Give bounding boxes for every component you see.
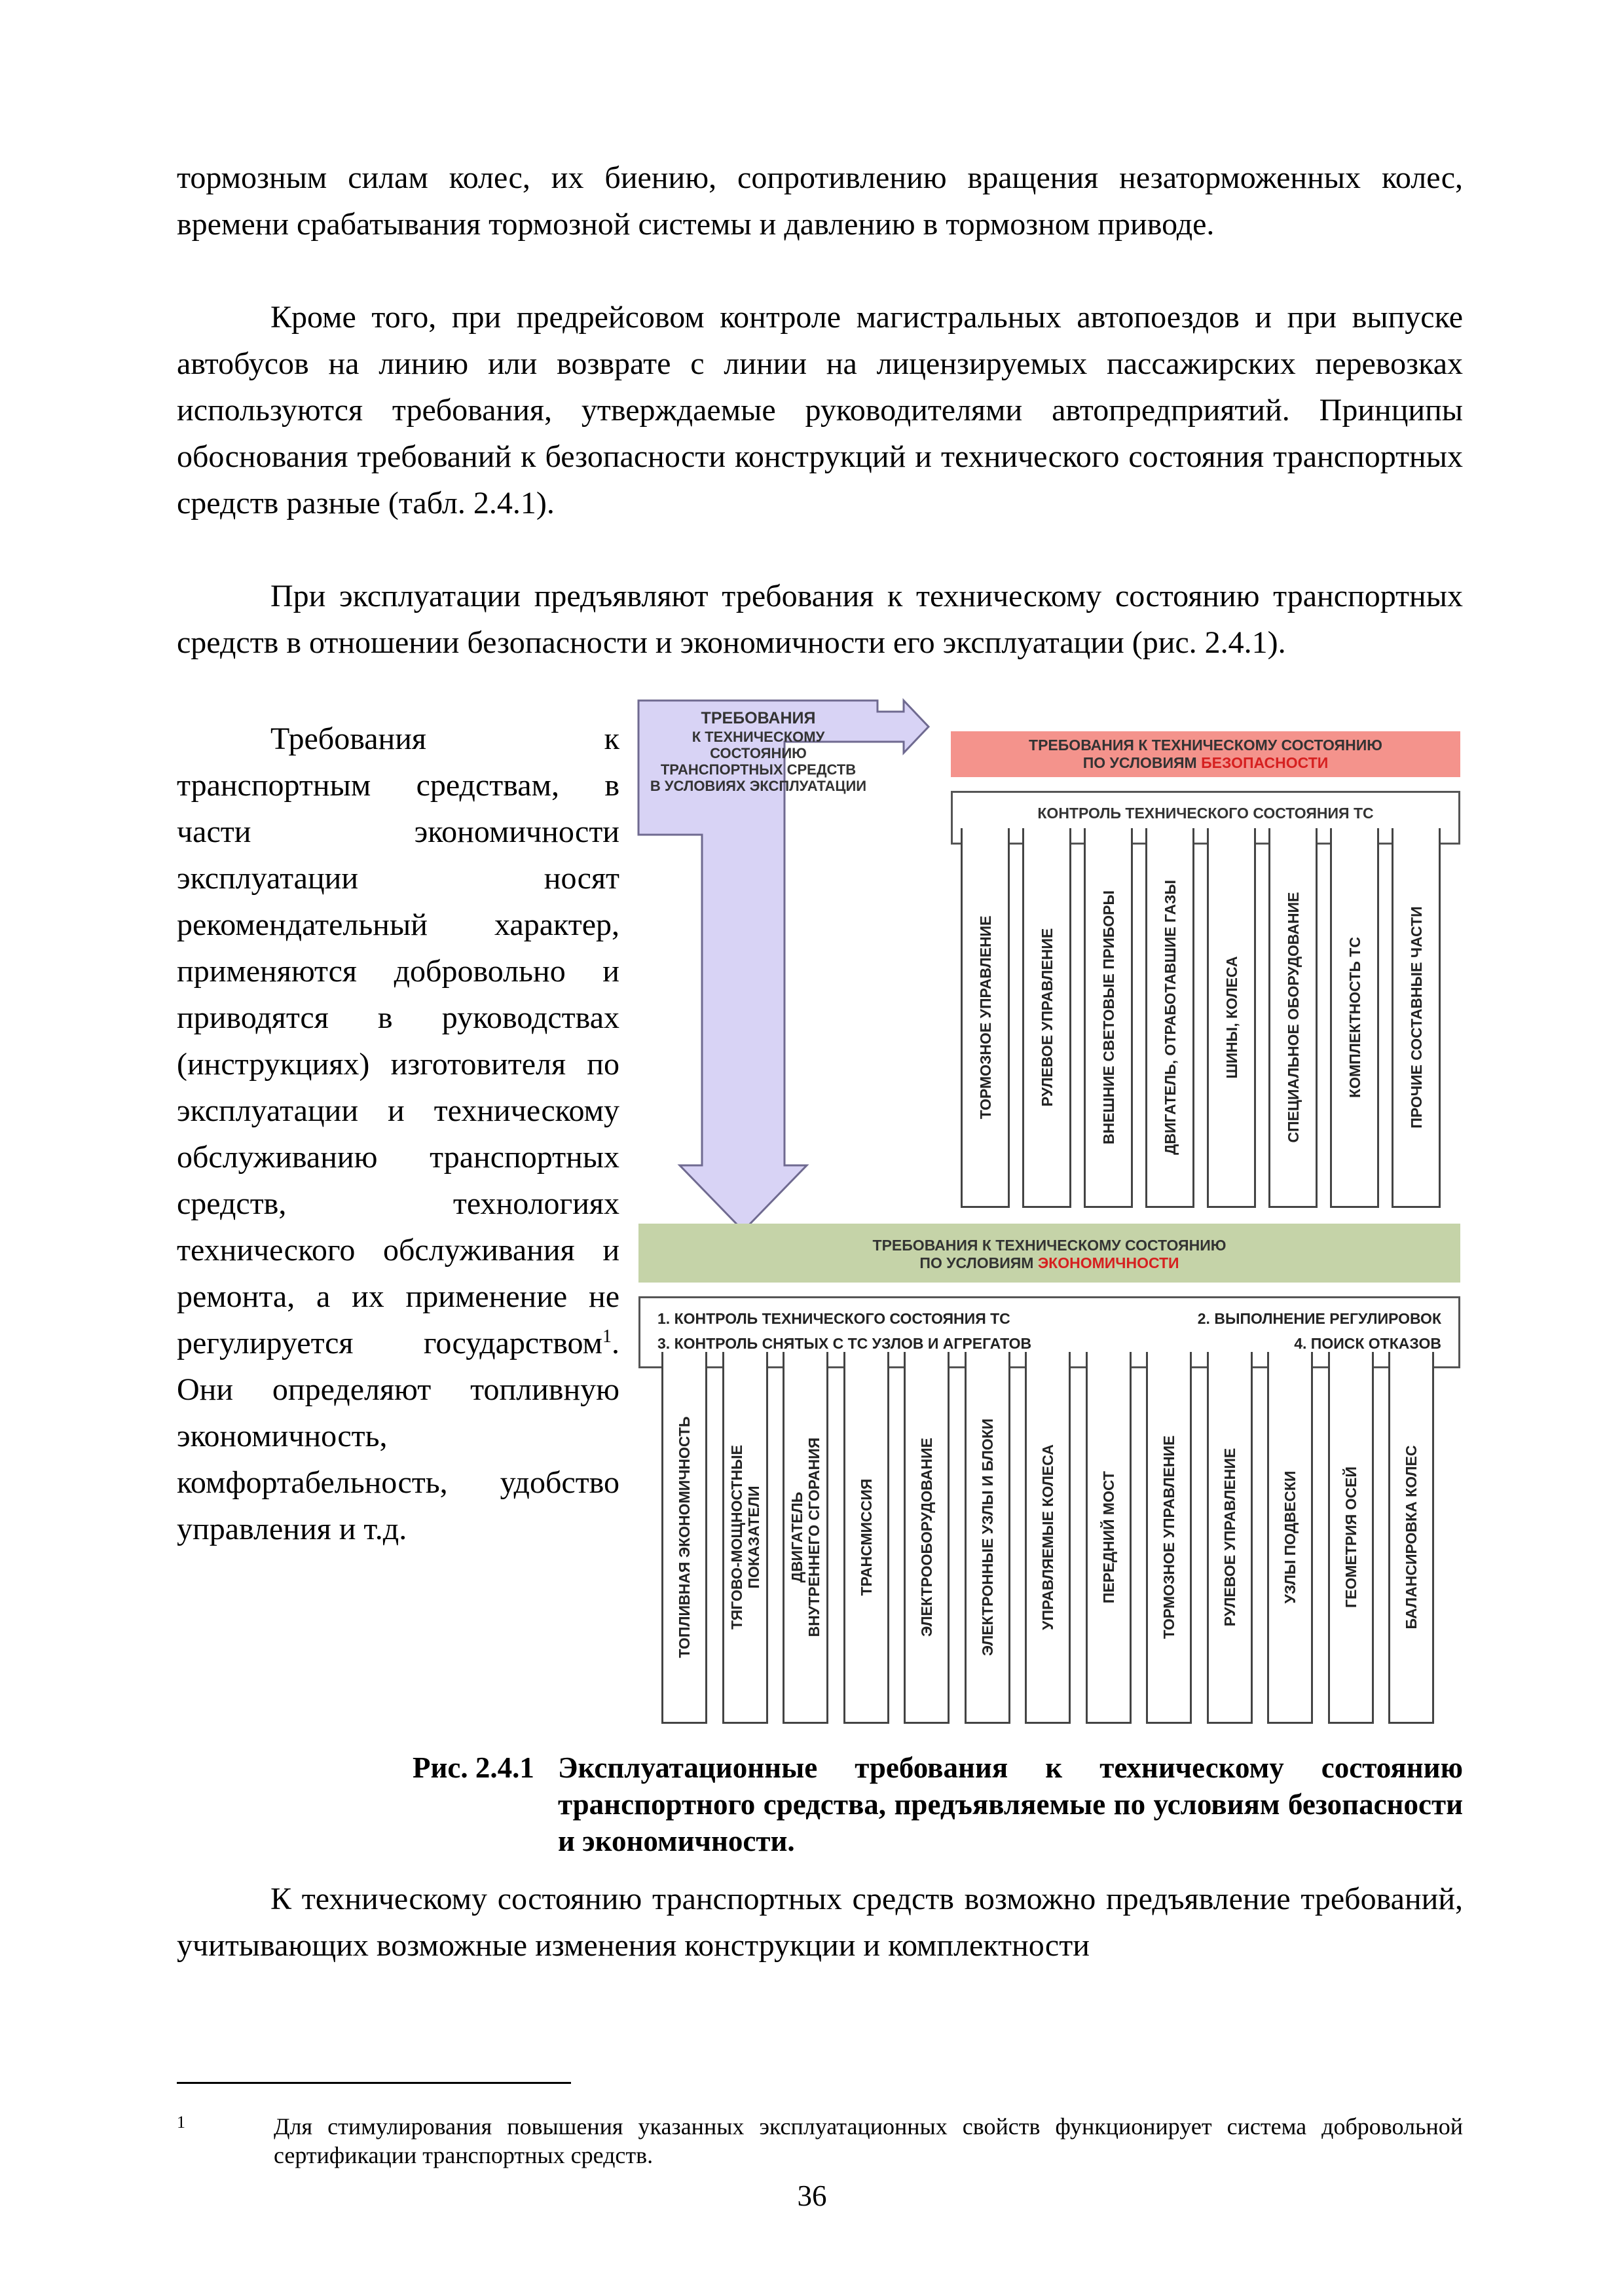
economy-item-label bbox=[1039, 1444, 1056, 1630]
paragraph-2: Кроме того, при предрейсовом контроле магистральных автопоездов и при выпуске автобусов на линию или возврате с линии на лицензируемых пассажирских перевозках используются требования, утверждаемые руководителями автопредприятий. Принципы обоснования требований к безопасности конструкций и технического состояния транспортных средств разные (табл. 2.4.1). bbox=[177, 300, 1463, 520]
safety-banner-prefix: ПО УСЛОВИЯМ bbox=[1082, 754, 1202, 771]
safety-item-label: РУЛЕВОЕ УПРАВЛЕНИЕ bbox=[1038, 928, 1056, 1106]
economy-item bbox=[1207, 1352, 1253, 1724]
economy-item-label bbox=[918, 1438, 935, 1637]
requirements-diagram bbox=[635, 697, 1462, 1732]
economy-item-line: ТЯГОВО-МОЩНОСТНЫЕ bbox=[728, 1444, 745, 1630]
economy-item bbox=[783, 1352, 828, 1724]
arrow-label-line: СОСТОЯНИЮ bbox=[710, 745, 807, 761]
safety-item bbox=[1392, 828, 1441, 1208]
economy-item bbox=[1388, 1352, 1434, 1724]
paragraph-3: При эксплуатации предъявляют требования к техническому состоянию транспортных средств в отношении безопасности и экономичности его эксплуатации (рис. 2.4.1). bbox=[177, 579, 1463, 660]
arrow-label-line: В УСЛОВИЯХ ЭКСПЛУАТАЦИИ bbox=[650, 778, 867, 794]
economy-item-line: ЭЛЕКТРООБОРУДОВАНИЕ bbox=[918, 1437, 935, 1637]
safety-item-label: ШИНЫ, КОЛЕСА bbox=[1223, 955, 1240, 1079]
economy-control-4: 4. ПОИСК ОТКАЗОВ bbox=[1294, 1335, 1441, 1352]
economy-item bbox=[1146, 1352, 1192, 1724]
safety-item-label: ПРОЧИЕ СОСТАВНЫЕ ЧАСТИ bbox=[1407, 905, 1425, 1129]
economy-item bbox=[722, 1352, 768, 1724]
footnote-text: Для стимулирования повышения указанных эксплуатационных свойств функционирует система добровольной сертификации транспортных средств. bbox=[274, 2113, 1463, 2168]
economy-item bbox=[1328, 1352, 1374, 1724]
paragraph-4-text-a: Требования к транспортным средствам, в части экономичности эксплуатации носят рекомендательный характер, применяются добровольно и приводятся в руководствах (инструкциях) изготовителя по эксплуатации и техническому обслуживанию транспортных средств, технологиях технического обслуживания и ремонта, а их применение не регулируется государством bbox=[177, 721, 619, 1360]
arrow-label bbox=[640, 710, 876, 794]
safety-item bbox=[1207, 828, 1256, 1208]
economy-item-label bbox=[1160, 1435, 1177, 1639]
economy-item-label bbox=[1100, 1470, 1117, 1603]
economy-item-line: УЗЛЫ ПОДВЕСКИ bbox=[1282, 1470, 1299, 1603]
arrow-label-line: ТРАНСПОРТНЫХ СРЕДСТВ bbox=[660, 761, 857, 778]
economy-item-line: ВНУТРЕННЕГО СГОРАНИЯ bbox=[805, 1437, 822, 1637]
caption-text: Эксплуатационные требования к техническому состоянию транспортного средства, предъявляемые по условиям безопасности и экономичности. bbox=[558, 1751, 1463, 1857]
economy-item-line: ТОРМОЗНОЕ УПРАВЛЕНИЕ bbox=[1160, 1435, 1177, 1639]
economy-item-label bbox=[676, 1416, 693, 1658]
economy-item bbox=[1025, 1352, 1071, 1724]
economy-item bbox=[904, 1352, 950, 1724]
safety-item bbox=[1022, 828, 1071, 1208]
economy-item-line: ПОКАЗАТЕЛИ bbox=[745, 1485, 762, 1589]
arrow-label-line: ТРЕБОВАНИЯ bbox=[701, 709, 816, 727]
safety-banner-highlight: БЕЗОПАСНОСТИ bbox=[1201, 754, 1329, 771]
paragraph-4-text-b: . Они определяют топливную экономичность, комфортабельность, удобство управления и т.д. bbox=[177, 1326, 619, 1546]
safety-banner-line2 bbox=[951, 754, 1460, 772]
economy-item-label bbox=[1342, 1467, 1359, 1608]
safety-item bbox=[1145, 828, 1194, 1208]
economy-control-3: 3. КОНТРОЛЬ СНЯТЫХ С ТС УЗЛОВ И АГРЕГАТОВ bbox=[657, 1335, 1032, 1352]
footnote-ref[interactable]: 1 bbox=[602, 1326, 612, 1347]
safety-item-label: КОМПЛЕКТНОСТЬ ТС bbox=[1346, 936, 1363, 1098]
safety-item-label: ДВИГАТЕЛЬ, ОТРАБОТАВШИЕ ГАЗЫ bbox=[1161, 879, 1179, 1155]
caption-number: Рис. 2.4.1 bbox=[413, 1751, 534, 1784]
economy-item-line: ДВИГАТЕЛЬ bbox=[788, 1491, 805, 1582]
economy-item-line: УПРАВЛЯЕМЫЕ КОЛЕСА bbox=[1039, 1444, 1056, 1630]
paragraph-4 bbox=[177, 716, 619, 1552]
footnote-separator bbox=[177, 2082, 571, 2084]
paragraph-5: К техническому состоянию транспортных средств возможно предъявление требований, учитывающих возможные изменения конструкции и комплектности bbox=[177, 1882, 1463, 1963]
economy-control-2: 2. ВЫПОЛНЕНИЕ РЕГУЛИРОВОК bbox=[1197, 1310, 1441, 1327]
economy-item-line: ГЕОМЕТРИЯ ОСЕЙ bbox=[1342, 1466, 1359, 1608]
economy-banner-line2 bbox=[638, 1254, 1460, 1272]
economy-banner-line1: ТРЕБОВАНИЯ К ТЕХНИЧЕСКОМУ СОСТОЯНИЮ bbox=[872, 1237, 1227, 1254]
economy-banner-highlight: ЭКОНОМИЧНОСТИ bbox=[1037, 1254, 1179, 1271]
safety-item bbox=[1268, 828, 1318, 1208]
economy-control-1: 1. КОНТРОЛЬ ТЕХНИЧЕСКОГО СОСТОЯНИЯ ТС bbox=[657, 1310, 1010, 1327]
safety-item bbox=[961, 828, 1010, 1208]
paragraph-1: тормозным силам колес, их биению, сопротивлению вращения незаторможенных колес, времени срабатывания тормозной системы и давлению в тормозном приводе. bbox=[177, 160, 1463, 242]
economy-item-line: ПЕРЕДНИЙ МОСТ bbox=[1099, 1470, 1117, 1603]
economy-item bbox=[965, 1352, 1010, 1724]
safety-banner bbox=[951, 731, 1460, 777]
economy-item-label bbox=[1221, 1448, 1238, 1626]
safety-item bbox=[1330, 828, 1379, 1208]
safety-item-label: ВНЕШНИЕ СВЕТОВЫЕ ПРИБОРЫ bbox=[1099, 890, 1117, 1144]
economy-item-line: ТОПЛИВНАЯ ЭКОНОМИЧНОСТЬ bbox=[676, 1415, 693, 1658]
economy-banner bbox=[638, 1224, 1460, 1283]
economy-item bbox=[1086, 1352, 1132, 1724]
economy-item-label bbox=[1282, 1470, 1299, 1603]
economy-item-label bbox=[788, 1437, 822, 1637]
economy-item-line: ТРАНСМИССИЯ bbox=[857, 1478, 875, 1595]
economy-banner-prefix: ПО УСЛОВИЯМ bbox=[919, 1254, 1038, 1271]
economy-item-line: БАЛАНСИРОВКА КОЛЕС bbox=[1403, 1444, 1420, 1630]
economy-item bbox=[1267, 1352, 1313, 1724]
economy-item bbox=[843, 1352, 889, 1724]
safety-item-label: СПЕЦИАЛЬНОЕ ОБОРУДОВАНИЕ bbox=[1284, 892, 1302, 1142]
economy-item-label bbox=[728, 1444, 762, 1629]
economy-item-label bbox=[979, 1418, 996, 1656]
economy-item-label bbox=[1403, 1445, 1420, 1629]
economy-item-label bbox=[858, 1478, 875, 1595]
economy-item-line: ЭЛЕКТРОННЫЕ УЗЛЫ И БЛОКИ bbox=[978, 1418, 996, 1656]
safety-control-title: КОНТРОЛЬ ТЕХНИЧЕСКОГО СОСТОЯНИЯ ТС bbox=[1037, 805, 1374, 822]
economy-item bbox=[661, 1352, 707, 1724]
arrow-label-line: К ТЕХНИЧЕСКОМУ bbox=[692, 729, 825, 745]
page-number: 36 bbox=[797, 2179, 827, 2212]
safety-item bbox=[1084, 828, 1133, 1208]
economy-item-line: РУЛЕВОЕ УПРАВЛЕНИЕ bbox=[1221, 1448, 1238, 1626]
footnote-mark: 1 bbox=[177, 2113, 185, 2132]
safety-banner-line1: ТРЕБОВАНИЯ К ТЕХНИЧЕСКОМУ СОСТОЯНИЮ bbox=[1029, 737, 1382, 754]
safety-item-label: ТОРМОЗНОЕ УПРАВЛЕНИЕ bbox=[976, 915, 994, 1119]
